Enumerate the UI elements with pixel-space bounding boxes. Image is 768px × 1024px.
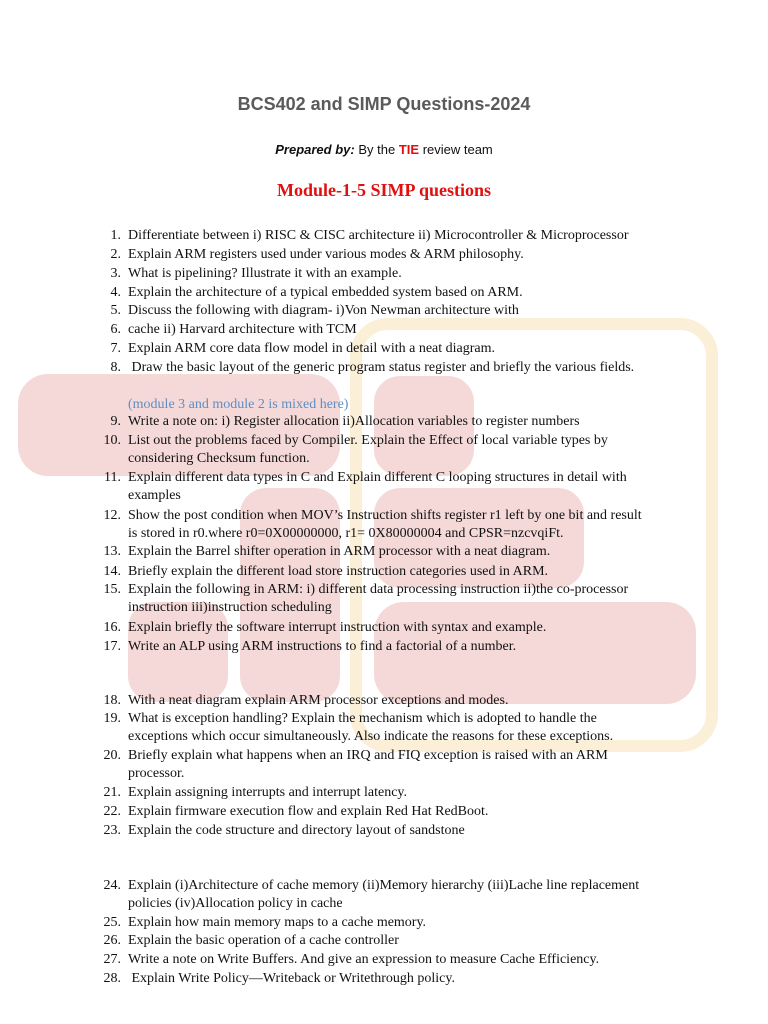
question-text: Explain assigning interrupts and interrupt latency.: [128, 785, 408, 800]
prepared-label: Prepared by:: [275, 142, 355, 157]
question-text: List out the problems faced by Compiler. Explain the Effect of local variable types by: [128, 433, 608, 448]
question-text: What is pipelining? Illustrate it with an example.: [128, 266, 402, 281]
question-number: 24.: [103, 878, 121, 893]
question-text: examples: [128, 488, 181, 503]
question-text: Explain briefly the software interrupt instruction with syntax and example.: [128, 620, 547, 635]
question-number: 23.: [103, 823, 121, 838]
question-number: 18.: [103, 693, 121, 708]
question-number: 12.: [103, 508, 121, 523]
question-text: Explain the basic operation of a cache controller: [128, 933, 399, 948]
question-text: Write a note on Write Buffers. And give an expression to measure Cache Efficiency.: [128, 952, 600, 967]
question-text: Explain ARM registers used under various modes & ARM philosophy.: [128, 247, 524, 262]
question-number: 3.: [110, 266, 121, 281]
question-number: 1.: [110, 228, 121, 243]
question-number: 10.: [103, 433, 121, 448]
prepared-by-pre: By the: [358, 142, 396, 157]
module-note: (module 3 and module 2 is mixed here): [128, 397, 349, 412]
question-text: Differentiate between i) RISC & CISC architecture ii) Microcontroller & Microprocessor: [128, 228, 629, 243]
question-number: 16.: [103, 620, 121, 635]
question-number: 21.: [103, 785, 121, 800]
question-text: Draw the basic layout of the generic program status register and briefly the various fields.: [128, 360, 635, 375]
question-text: Discuss the following with diagram- i)Von Newman architecture with: [128, 303, 519, 318]
prepared-by-line: [0, 142, 768, 157]
question-text: With a neat diagram explain ARM processor exceptions and modes.: [128, 693, 509, 708]
question-number: 4.: [110, 285, 121, 300]
question-number: 20.: [103, 748, 121, 763]
question-number: 8.: [110, 360, 121, 375]
question-number: 26.: [103, 933, 121, 948]
question-number: 14.: [103, 564, 121, 579]
question-number: 7.: [110, 341, 121, 356]
question-text: considering Checksum function.: [128, 451, 310, 466]
question-text: Explain firmware execution flow and explain Red Hat RedBoot.: [128, 804, 489, 819]
question-text: processor.: [128, 766, 185, 781]
question-number: 27.: [103, 952, 121, 967]
question-text: policies (iv)Allocation policy in cache: [128, 896, 343, 911]
question-number: 9.: [110, 414, 121, 429]
question-text: Briefly explain what happens when an IRQ and FIQ exception is raised with an ARM: [128, 748, 608, 763]
document-title: BCS402 and SIMP Questions-2024: [237, 94, 531, 114]
question-text: Explain different data types in C and Explain different C looping structures in detail with: [128, 470, 627, 485]
question-text: Explain the Barrel shifter operation in ARM processor with a neat diagram.: [128, 544, 551, 559]
question-number: 6.: [110, 322, 121, 337]
module-heading: Module-1-5 SIMP questions: [276, 180, 492, 200]
question-number: 19.: [103, 711, 121, 726]
question-number: 11.: [104, 470, 121, 485]
question-number: 28.: [103, 971, 121, 986]
question-text: Explain (i)Architecture of cache memory (ii)Memory hierarchy (iii)Lache line replacement: [128, 878, 640, 893]
question-text: Briefly explain the different load store instruction categories used in ARM.: [128, 564, 549, 579]
question-text: Explain the code structure and directory layout of sandstone: [128, 823, 465, 838]
question-text: instruction iii)instruction scheduling: [128, 600, 332, 615]
question-text: Show the post condition when MOV’s Instruction shifts register r1 left by one bit and result: [128, 508, 642, 523]
question-text: is stored in r0.where r0=0X00000000, r1= 0X80000004 and CPSR=nzcvqiFt.: [128, 526, 564, 541]
question-text: exceptions which occur simultaneously. Also indicate the reasons for these exceptions.: [128, 729, 614, 744]
question-number: 2.: [110, 247, 121, 262]
question-text: Write an ALP using ARM instructions to find a factorial of a number.: [128, 639, 517, 654]
question-text: Write a note on: i) Register allocation ii)Allocation variables to register numbers: [128, 414, 580, 429]
question-text: Explain Write Policy—Writeback or Writethrough policy.: [128, 971, 455, 986]
question-text: Explain ARM core data flow model in detail with a neat diagram.: [128, 341, 496, 356]
question-text: cache ii) Harvard architecture with TCM: [128, 322, 357, 337]
question-number: 17.: [103, 639, 121, 654]
question-number: 25.: [103, 915, 121, 930]
question-text: What is exception handling? Explain the mechanism which is adopted to handle the: [128, 711, 597, 726]
question-number: 5.: [110, 303, 121, 318]
question-number: 22.: [103, 804, 121, 819]
question-text: Explain the following in ARM: i) different data processing instruction ii)the co-processor: [128, 582, 629, 597]
question-number: 15.: [103, 582, 121, 597]
prepared-by-post: review team: [422, 142, 493, 157]
question-text: Explain how main memory maps to a cache memory.: [128, 915, 427, 930]
question-text: Explain the architecture of a typical embedded system based on ARM.: [128, 285, 523, 300]
team-name: TIE: [398, 142, 420, 157]
question-number: 13.: [103, 544, 121, 559]
